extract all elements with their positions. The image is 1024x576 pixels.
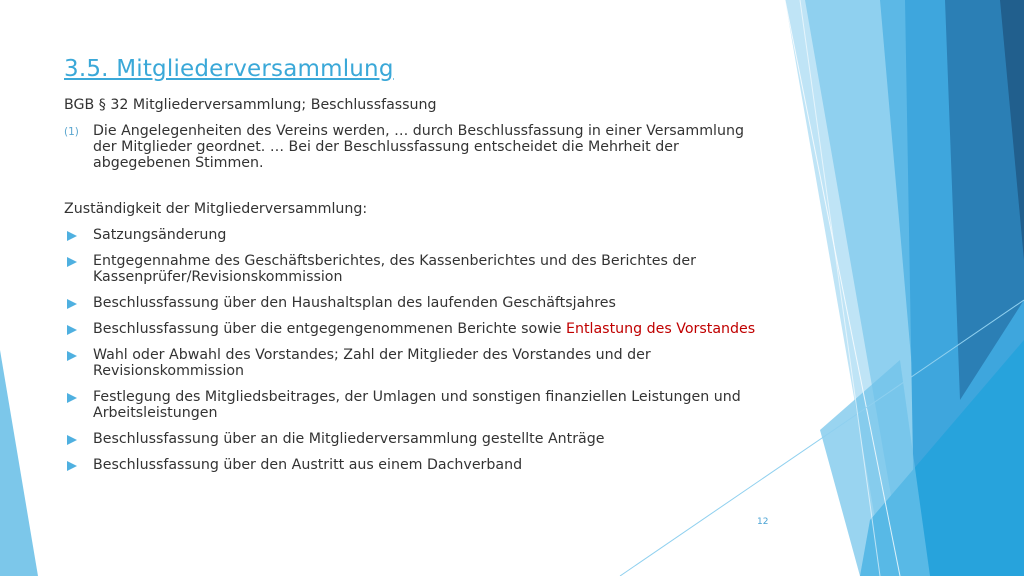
triangle-right-icon xyxy=(64,389,93,421)
triangle-right-icon xyxy=(64,431,93,447)
bullet-text: Wahl oder Abwahl des Vorstandes; Zahl der Mitglieder des Vorstandes und der Revisionskommission xyxy=(93,347,651,379)
list-item xyxy=(64,227,764,243)
list-item xyxy=(64,321,764,337)
bullet-text-main: Beschlussfassung über die entgegengenommenen Berichte sowie xyxy=(93,321,567,337)
bullet-text: Beschlussfassung über den Austritt aus einem Dachverband xyxy=(93,457,523,473)
triangle-right-icon xyxy=(64,295,93,311)
list-item xyxy=(64,457,764,473)
list-item xyxy=(64,389,764,421)
bullet-text: Satzungsänderung xyxy=(93,227,227,243)
highlighted-text: Entlastung des Vorstandes xyxy=(566,321,756,337)
spacer xyxy=(64,171,764,201)
triangle-right-icon xyxy=(64,227,93,243)
triangle-right-icon xyxy=(64,457,93,473)
bullet-list xyxy=(64,227,764,473)
triangle-right-icon xyxy=(64,253,93,285)
paragraph-text: Die Angelegenheiten des Vereins werden, … durch Beschlussfassung in einer Versammlung der Mitglieder geordnet. … Bei der Beschlussfassung entscheidet die Mehrheit der abgegebenen Stimmen. xyxy=(93,123,744,171)
bullet-text: Festlegung des Mitgliedsbeitrages, der Umlagen und sonstigen finanziellen Leistungen und Arbeitsleistungen xyxy=(93,389,741,421)
list-item xyxy=(64,295,764,311)
left-decor-triangle xyxy=(0,350,38,576)
bullet-text: Entgegennahme des Geschäftsberichtes, des Kassenberichtes und des Berichtes der Kassenprüfer/Revisionskommission xyxy=(93,253,696,285)
law-reference: BGB § 32 Mitgliederversammlung; Beschlussfassung xyxy=(64,97,437,113)
numbered-paragraph xyxy=(64,123,764,171)
list-item xyxy=(64,347,764,379)
bullet-text xyxy=(93,321,764,337)
page-number: 12 xyxy=(757,517,769,527)
triangle-right-icon xyxy=(64,321,93,337)
responsibilities-heading: Zuständigkeit der Mitgliederversammlung: xyxy=(64,201,368,217)
bullet-text: Beschlussfassung über den Haushaltsplan des laufenden Geschäftsjahres xyxy=(93,295,616,311)
paragraph-number: (1) xyxy=(64,126,79,138)
list-item xyxy=(64,431,764,447)
slide-content xyxy=(64,97,764,483)
slide-title: 3.5. Mitgliederversammlung xyxy=(64,56,394,82)
triangle-right-icon xyxy=(64,347,93,379)
bullet-text: Beschlussfassung über an die Mitgliederversammlung gestellte Anträge xyxy=(93,431,605,447)
list-item xyxy=(64,253,764,285)
